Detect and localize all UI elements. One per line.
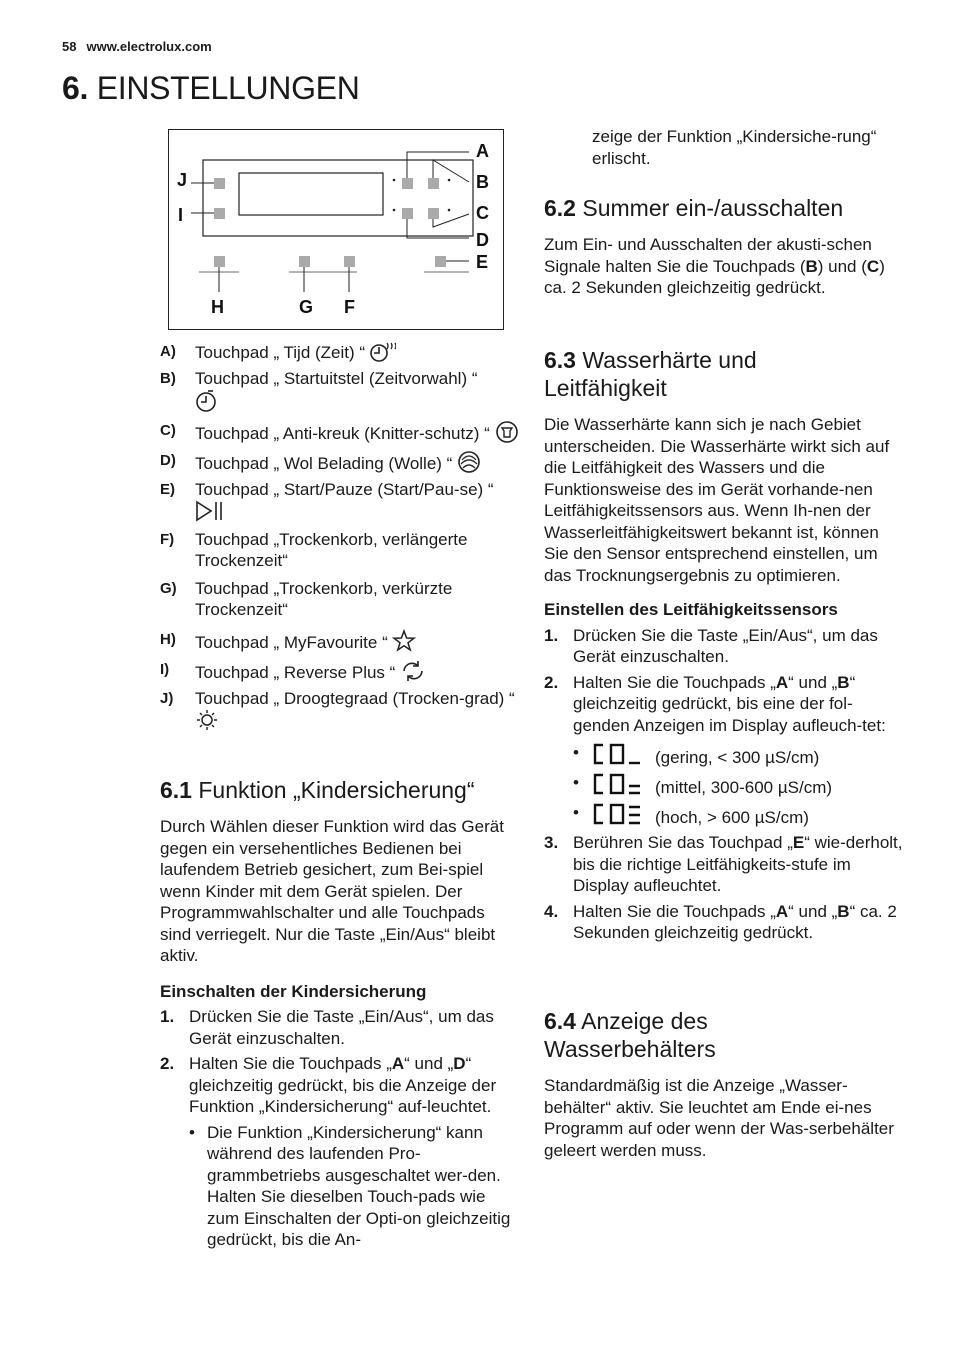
section-number: 6.2 <box>544 195 576 221</box>
label-a: A <box>476 141 489 161</box>
legend-text: Touchpad „ Startuitstel (Zeitvorwahl) “ <box>195 368 478 388</box>
reverse-icon <box>400 659 426 683</box>
label-h: H <box>211 297 224 317</box>
step-number: 3. <box>544 833 559 852</box>
level-item: • (gering, < 300 µS/cm) <box>573 743 820 767</box>
legend-item <box>160 479 520 523</box>
section-heading <box>544 194 904 222</box>
legend-text: Touchpad „Trockenkorb, verlängerte Trockenzeit“ <box>195 529 468 570</box>
section-number: 6.4 <box>544 1008 576 1034</box>
title-text: EINSTELLUNGEN <box>96 70 360 106</box>
label-b: B <box>476 172 489 192</box>
legend-item <box>160 578 520 621</box>
legend-text: Touchpad „ MyFavourite “ <box>195 632 388 652</box>
wool-icon <box>457 450 481 474</box>
section-title: Wasserhärte und Leitfähigkeit <box>544 347 757 401</box>
control-panel-diagram <box>168 129 504 330</box>
level-item: • (mittel, 300-600 µS/cm) <box>573 773 833 797</box>
level-text: (gering, < 300 µS/cm) <box>655 748 820 767</box>
legend-item <box>160 341 520 364</box>
paragraph: Standardmäßig ist die Anzeige „Wasser-behälter“ aktiv. Sie leuchtet am Ende ei-nes Programm auf oder wenn der Was-serbehälter geleert werden muss. <box>544 1076 894 1160</box>
subheading: Einstellen des Leitfähigkeitssensors <box>544 600 838 619</box>
section-number: 6.1 <box>160 777 192 803</box>
legend-text: Touchpad „ Droogtegraad (Trocken-grad) “ <box>195 688 515 708</box>
legend-item <box>160 688 520 732</box>
step-number: 1. <box>544 625 559 645</box>
page-header <box>62 39 212 54</box>
legend-item <box>160 629 520 654</box>
step <box>544 832 904 897</box>
delay-start-icon <box>195 389 219 413</box>
note-text: Die Funktion „Kindersicherung“ kann während des laufenden Pro-grammbetriebs ausgeschaltet wer-den. Halten Sie dieselben Touch-pads wie zum Einschalten der Opti-on gleichzeitig gedrückt, bis die An- <box>207 1122 511 1249</box>
legend-text: Touchpad „ Wol Belading (Wolle) “ <box>195 454 453 473</box>
step-text: Halten Sie die Touchpads „A“ und „B“ ca. 2 Sekunden gleichzeitig gedrückt. <box>573 901 897 942</box>
legend-text: Touchpad „Trockenkorb, verkürzte Trockenzeit“ <box>195 578 453 619</box>
legend-text: Touchpad „ Anti-kreuk (Knitter-schutz) “ <box>195 423 490 443</box>
note-continuation: zeige der Funktion „Kindersiche-rung“ erlischt. <box>592 127 877 168</box>
legend-item <box>160 659 520 684</box>
legend-key: C) <box>160 421 176 439</box>
section-title: Anzeige des Wasserbehälters <box>544 1008 716 1062</box>
legend-item <box>160 529 520 572</box>
label-g: G <box>299 297 314 317</box>
dryness-icon <box>195 709 219 731</box>
legend-text: Touchpad „ Start/Pauze (Start/Pau-se) “ <box>195 479 494 499</box>
legend-item <box>160 368 520 414</box>
time-steam-icon <box>370 341 396 363</box>
label-c: C <box>476 203 489 223</box>
display-high-icon <box>591 802 641 826</box>
display-medium-icon <box>591 772 641 796</box>
level-text: (mittel, 300-600 µS/cm) <box>655 778 833 797</box>
section-heading <box>544 1007 764 1063</box>
step <box>544 901 904 944</box>
level-list <box>544 742 904 832</box>
step-text: Halten Sie die Touchpads „A“ und „D“ gleichzeitig gedrückt, bis die Anzeige der Funktion „Kindersicherung“ auf-leuchtet. <box>189 1054 497 1116</box>
step <box>544 672 904 737</box>
paragraph: Die Wasserhärte kann sich je nach Gebiet unterscheiden. Die Wasserhärte wirkt sich auf die Leitfähigkeit des Wassers und die Funktionsweise des im Gerät vorhande-nen Leitfähigkeitssensors aus. Wenn Ih-nen der Wasserleitfähigkeitswert bekannt ist, können Sie den Sensor entsprechend einstellen, um das Trocknungsergebnis zu optimieren. <box>544 415 890 585</box>
paragraph: Zum Ein- und Ausschalten der akusti-schen Signale halten Sie die Touchpads (B) und (C) ca. 2 Sekunden gleichzeitig gedrückt. <box>544 235 885 297</box>
section-buzzer <box>544 194 904 299</box>
label-f: F <box>344 297 355 317</box>
step-number: 2. <box>544 672 559 692</box>
paragraph: Durch Wählen dieser Funktion wird das Gerät gegen ein versehentliches Bedienen bei laufendem Betrieb gesichert, zum Bei-spiel wenn Kinder mit dem Gerät spielen. Der Programmwahlschalter und alle Touchpads sind verriegelt. Nur die Taste „Ein/Aus“ bleibt aktiv. <box>160 817 504 965</box>
step-text: Halten Sie die Touchpads „A“ und „B“ gleichzeitig gedrückt, bis eine der fol-genden Anzeigen im Display aufleuch-tet: <box>573 672 886 735</box>
level-item: • (hoch, > 600 µS/cm) <box>573 803 809 827</box>
legend-key: H) <box>160 630 176 648</box>
level-text: (hoch, > 600 µS/cm) <box>655 808 809 827</box>
start-pause-icon <box>195 500 223 522</box>
step-text: Drücken Sie die Taste „Ein/Aus“, um das Gerät einzuschalten. <box>573 625 878 666</box>
page-number: 58 <box>62 39 77 54</box>
title-number: 6. <box>62 70 89 106</box>
legend-item <box>160 450 520 475</box>
star-icon <box>392 629 416 653</box>
label-j: J <box>177 170 188 190</box>
section-number: 6.3 <box>544 347 576 373</box>
section-title: Funktion „Kindersicherung“ <box>198 777 475 803</box>
legend-key: D) <box>160 452 176 469</box>
section-water-hardness <box>544 346 904 944</box>
step <box>160 1053 515 1118</box>
step-text: Berühren Sie das Touchpad „E“ wie-derholt, bis die richtige Leitfähigkeits-stufe im Display aufleuchtet. <box>573 833 903 895</box>
touchpad-legend <box>160 341 520 732</box>
legend-key: F) <box>160 530 175 548</box>
page-title <box>62 70 360 107</box>
section-child-lock <box>160 776 515 1251</box>
section-heading <box>160 776 515 804</box>
bullet: • <box>189 1122 195 1142</box>
step-text: Drücken Sie die Taste „Ein/Aus“, um das Gerät einzuschalten. <box>189 1007 494 1048</box>
anti-crease-icon <box>495 420 519 444</box>
legend-key: B) <box>160 369 176 387</box>
section-heading <box>544 346 804 402</box>
step <box>160 1006 515 1049</box>
site-url: www.electrolux.com <box>86 39 212 54</box>
legend-text: Touchpad „ Reverse Plus “ <box>195 663 396 682</box>
step-number: 2. <box>160 1054 175 1073</box>
legend-text: Touchpad „ Tijd (Zeit) “ <box>195 343 366 362</box>
legend-key: J) <box>160 689 174 707</box>
legend-key: E) <box>160 480 175 498</box>
note <box>160 1122 515 1251</box>
label-e: E <box>476 252 489 272</box>
step <box>544 625 904 668</box>
section-water-container <box>544 1007 904 1161</box>
step-number: 4. <box>544 901 559 921</box>
legend-key: A) <box>160 343 176 360</box>
legend-key: I) <box>160 661 170 678</box>
legend-item <box>160 420 520 445</box>
section-title: Summer ein-/ausschalten <box>582 195 844 221</box>
display-low-icon <box>591 742 641 766</box>
step-number: 1. <box>160 1007 175 1026</box>
label-d: D <box>476 230 489 250</box>
subheading: Einschalten der Kindersicherung <box>160 981 427 1001</box>
label-i: I <box>178 205 184 225</box>
legend-key: G) <box>160 579 177 597</box>
